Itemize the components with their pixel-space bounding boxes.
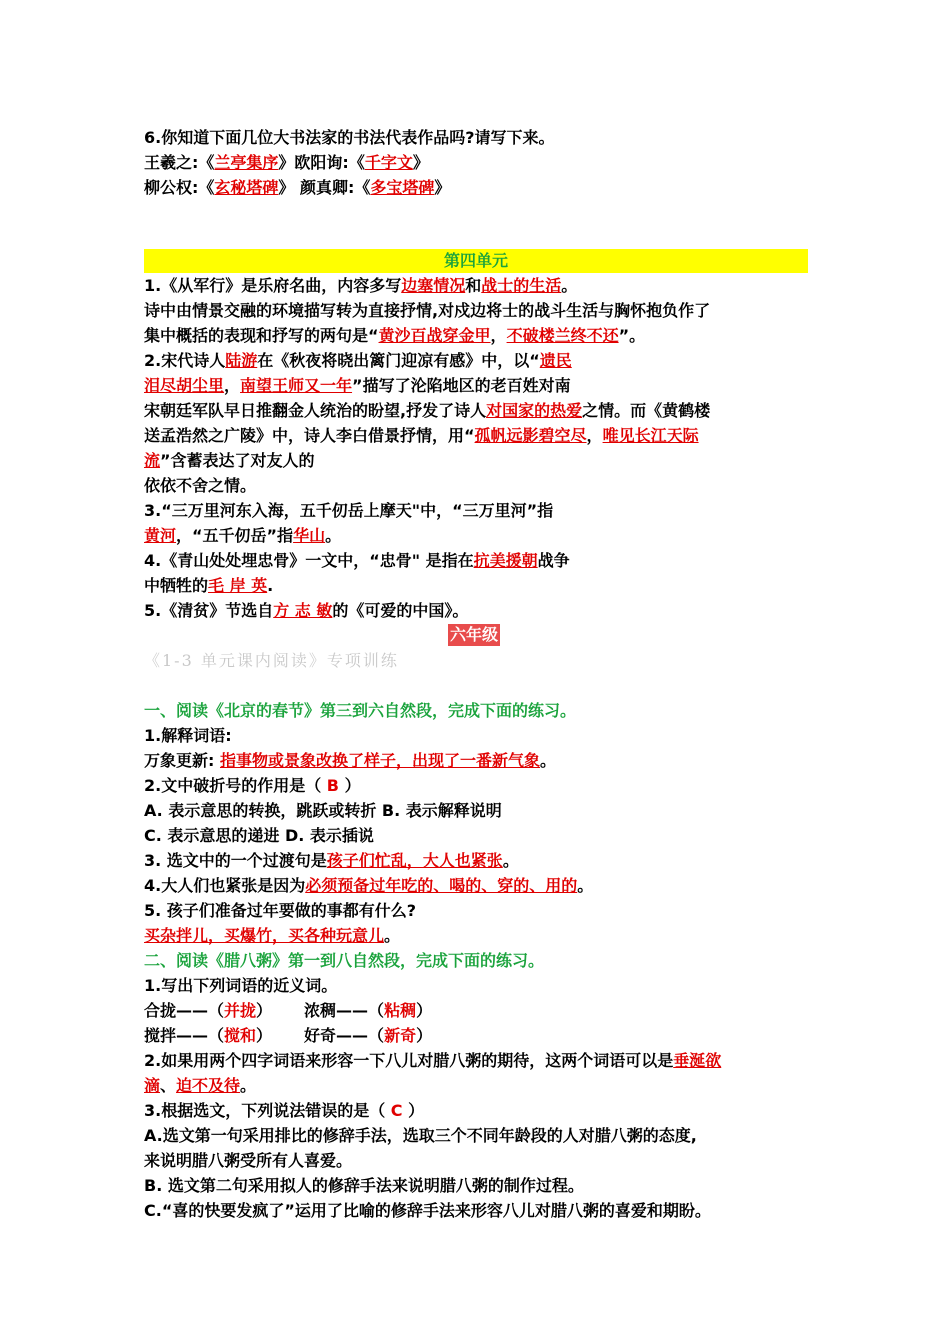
grade-label: 六年级 (450, 625, 499, 644)
reading2-q2: 2.如果用两个四字词语来形容一下八儿对腊八粥的期待，这两个词语可以是垂涎欲 (144, 1051, 722, 1070)
reading1-q1-answer: 万象更新: 指事物或景象改换了样子，出现了一番新气象。 (144, 751, 557, 770)
unit4-item2: 2.宋代诗人陆游在《秋夜将晓出篱门迎凉有感》中，以“遗民 (144, 351, 572, 370)
unit4-banner: 第四单元 (144, 249, 808, 273)
reading2-heading: 二、阅读《腊八粥》第一到八自然段，完成下面的练习。 (144, 951, 545, 970)
reading1-q3: 3. 选文中的一个过渡句是孩子们忙乱，大人也紧张。 (144, 851, 519, 870)
reading1-q5: 5. 孩子们准备过年要做的事都有什么? (144, 901, 417, 920)
unit4-item1-line2: 诗中由情景交融的环境描写转为直接抒情,对戍边将士的战斗生活与胸怀抱负作了 (144, 301, 711, 320)
reading2-q1-row1: 合拢——（并拢） 浓稠——（粘稠） (144, 1001, 433, 1020)
unit4-item3: 3.“三万里河东入海，五千仞岳上摩天"中，“三万里河”指 (144, 501, 554, 520)
reading1-q4: 4.大人们也紧张是因为必须预备过年吃的、喝的、穿的、用的。 (144, 876, 594, 895)
reading1-q2-option-ab: A. 表示意思的转换，跳跃或转折 B. 表示解释说明 (144, 801, 502, 820)
unit4-item4: 4.《青山处处埋忠骨》一文中，“忠骨" 是指在抗美援朝战争 (144, 551, 570, 570)
reading2-q1-row2: 搅拌——（搅和） 好奇——（新奇） (144, 1026, 433, 1045)
reading2-q3: 3.根据选文，下列说法错误的是（ C ） (144, 1101, 425, 1120)
unit4-item4-line2: 中牺牲的毛 岸 英. (144, 576, 274, 595)
unit4-item3-line2: 黄河，“五千仞岳”指华山。 (144, 526, 342, 545)
answer: 千字文 (364, 153, 413, 172)
reading2-q3-option-b: B. 选文第二句采用拟人的修辞手法来说明腊八粥的制作过程。 (144, 1176, 584, 1195)
reading1-heading: 一、阅读《北京的春节》第三到六自然段，完成下面的练习。 (144, 701, 577, 720)
q6-question: 6.你知道下面几位大书法家的书法代表作品吗?请写下来。 (144, 128, 555, 147)
answer: 兰亭集序 (214, 153, 279, 172)
reading1-q2-option-cd: C. 表示意思的递进 D. 表示插说 (144, 826, 374, 845)
answer: 玄秘塔碑 (214, 178, 279, 197)
unit4-item2-line2: 泪尽胡尘里，南望王师又一年”描写了沦陷地区的老百姓对南 (144, 376, 571, 395)
reading1-q5-answer: 买杂拌儿，买爆竹，买各种玩意儿。 (144, 926, 401, 945)
unit4-item1-line3: 集中概括的表现和抒写的两句是“黄沙百战穿金甲，不破楼兰终不还”。 (144, 326, 646, 345)
unit4-item2-line5: 流”含蓄表达了对友人的 (144, 451, 315, 470)
unit4-item5: 5.《清贫》节选自方 志 敏的《可爱的中国》。 (144, 601, 469, 620)
reading1-q2: 2.文中破折号的作用是（ B ） (144, 776, 361, 795)
unit4-item2-line3: 宋朝廷军队早日推翻金人统治的盼望,抒发了诗人对国家的热爱之情。而《黄鹤楼 (144, 401, 711, 420)
unit4-item1: 1.《从军行》是乐府名曲，内容多写边塞情况和战士的生活。 (144, 276, 578, 295)
reading1-q1: 1.解释词语: (144, 726, 232, 745)
answer: 多宝塔碑 (370, 178, 435, 197)
reading2-q3-option-a: A.选文第一句采用排比的修辞手法，选取三个不同年龄段的人对腊八粥的态度, (144, 1126, 697, 1145)
unit4-item2-line4: 送孟浩然之广陵》中，诗人李白借景抒情，用“孤帆远影碧空尽，唯见长江天际 (144, 426, 699, 445)
reading2-q1: 1.写出下列词语的近义词。 (144, 976, 338, 995)
reading2-q3-option-a-line2: 来说明腊八粥受所有人喜爱。 (144, 1151, 353, 1170)
reading2-q3-option-c: C.“喜的快要发疯了”运用了比喻的修辞手法来形容八儿对腊八粥的喜爱和期盼。 (144, 1201, 711, 1220)
q6-line-wang: 王羲之:《兰亭集序》欧阳询:《千字文》 (144, 153, 429, 172)
q6-line-liu: 柳公权:《玄秘塔碑》 颜真卿:《多宝塔碑》 (144, 178, 451, 197)
reading2-q2-line2: 滴、迫不及待。 (144, 1076, 257, 1095)
section-subtitle: 《1-3 单元课内阅读》专项训练 (144, 651, 399, 670)
unit4-item2-line6: 依依不舍之情。 (144, 476, 257, 495)
